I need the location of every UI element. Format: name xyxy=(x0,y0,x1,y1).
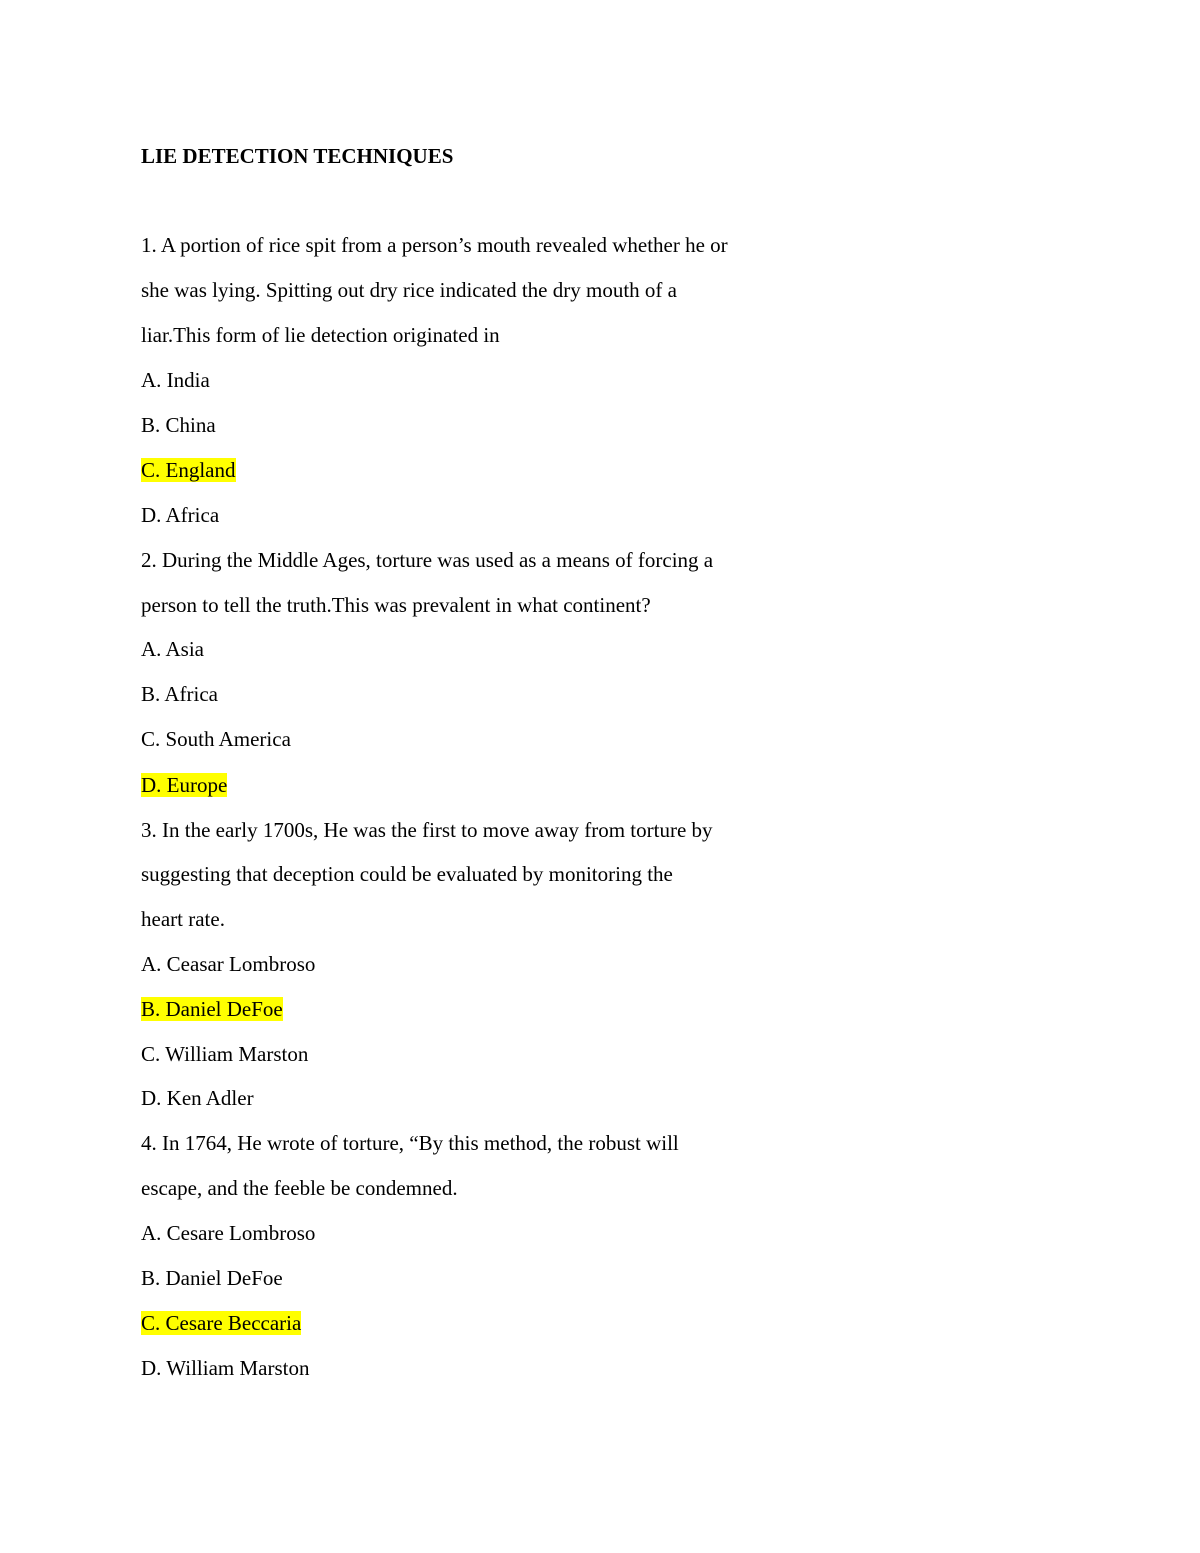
question-3-option-d xyxy=(141,1084,254,1112)
option-text: C. South America xyxy=(141,727,291,751)
question-3-option-c xyxy=(141,1040,308,1068)
highlighted-answer: B. Daniel DeFoe xyxy=(141,997,283,1021)
question-4-stem-line: escape, and the feeble be condemned. xyxy=(141,1176,458,1200)
highlighted-answer: C. Cesare Beccaria xyxy=(141,1311,302,1335)
question-2-stem-line: person to tell the truth.This was prevalent in what continent? xyxy=(141,593,651,617)
option-text: B. Africa xyxy=(141,682,218,706)
question-1-stem-line: liar.This form of lie detection originated in xyxy=(141,323,500,347)
option-text: B. Daniel DeFoe xyxy=(141,1266,283,1290)
question-2-stem-line: 2. During the Middle Ages, torture was used as a means of forcing a xyxy=(141,548,714,572)
question-4-option-a xyxy=(141,1219,315,1247)
question-1-stem-line: she was lying. Spitting out dry rice indicated the dry mouth of a xyxy=(141,278,677,302)
question-4-stem-line: 4. In 1764, He wrote of torture, “By this method, the robust will xyxy=(141,1131,679,1155)
question-2-option-a xyxy=(141,635,204,663)
option-text: D. Africa xyxy=(141,503,220,527)
question-3-stem-line: 3. In the early 1700s, He was the first to move away from torture by xyxy=(141,818,713,842)
highlighted-answer: D. Europe xyxy=(141,773,228,797)
question-3-option-b xyxy=(141,995,283,1023)
question-4-option-c xyxy=(141,1309,301,1337)
question-1-option-d xyxy=(141,501,219,529)
document-title: LIE DETECTION TECHNIQUES xyxy=(141,144,454,168)
option-text: A. Ceasar Lombroso xyxy=(141,952,316,976)
question-1-option-a xyxy=(141,366,210,394)
option-text: D. Ken Adler xyxy=(141,1086,254,1110)
question-2-option-b xyxy=(141,680,218,708)
highlighted-answer: C. England xyxy=(141,458,236,482)
question-3-stem-line: heart rate. xyxy=(141,907,225,931)
option-text: A. Cesare Lombroso xyxy=(141,1221,316,1245)
question-4-option-d xyxy=(141,1354,310,1382)
question-4-option-b xyxy=(141,1264,283,1292)
question-3-stem-line: suggesting that deception could be evaluated by monitoring the xyxy=(141,862,673,886)
question-2-option-c xyxy=(141,725,291,753)
question-1-option-b xyxy=(141,411,216,439)
question-1-option-c xyxy=(141,456,236,484)
question-2-option-d xyxy=(141,771,227,799)
option-text: A. Asia xyxy=(141,637,204,661)
option-text: D. William Marston xyxy=(141,1356,310,1380)
question-3-option-a xyxy=(141,950,315,978)
question-1-stem-line: 1. A portion of rice spit from a person’s mouth revealed whether he or xyxy=(141,233,728,257)
option-text: C. William Marston xyxy=(141,1042,309,1066)
option-text: A. India xyxy=(141,368,210,392)
option-text: B. China xyxy=(141,413,216,437)
